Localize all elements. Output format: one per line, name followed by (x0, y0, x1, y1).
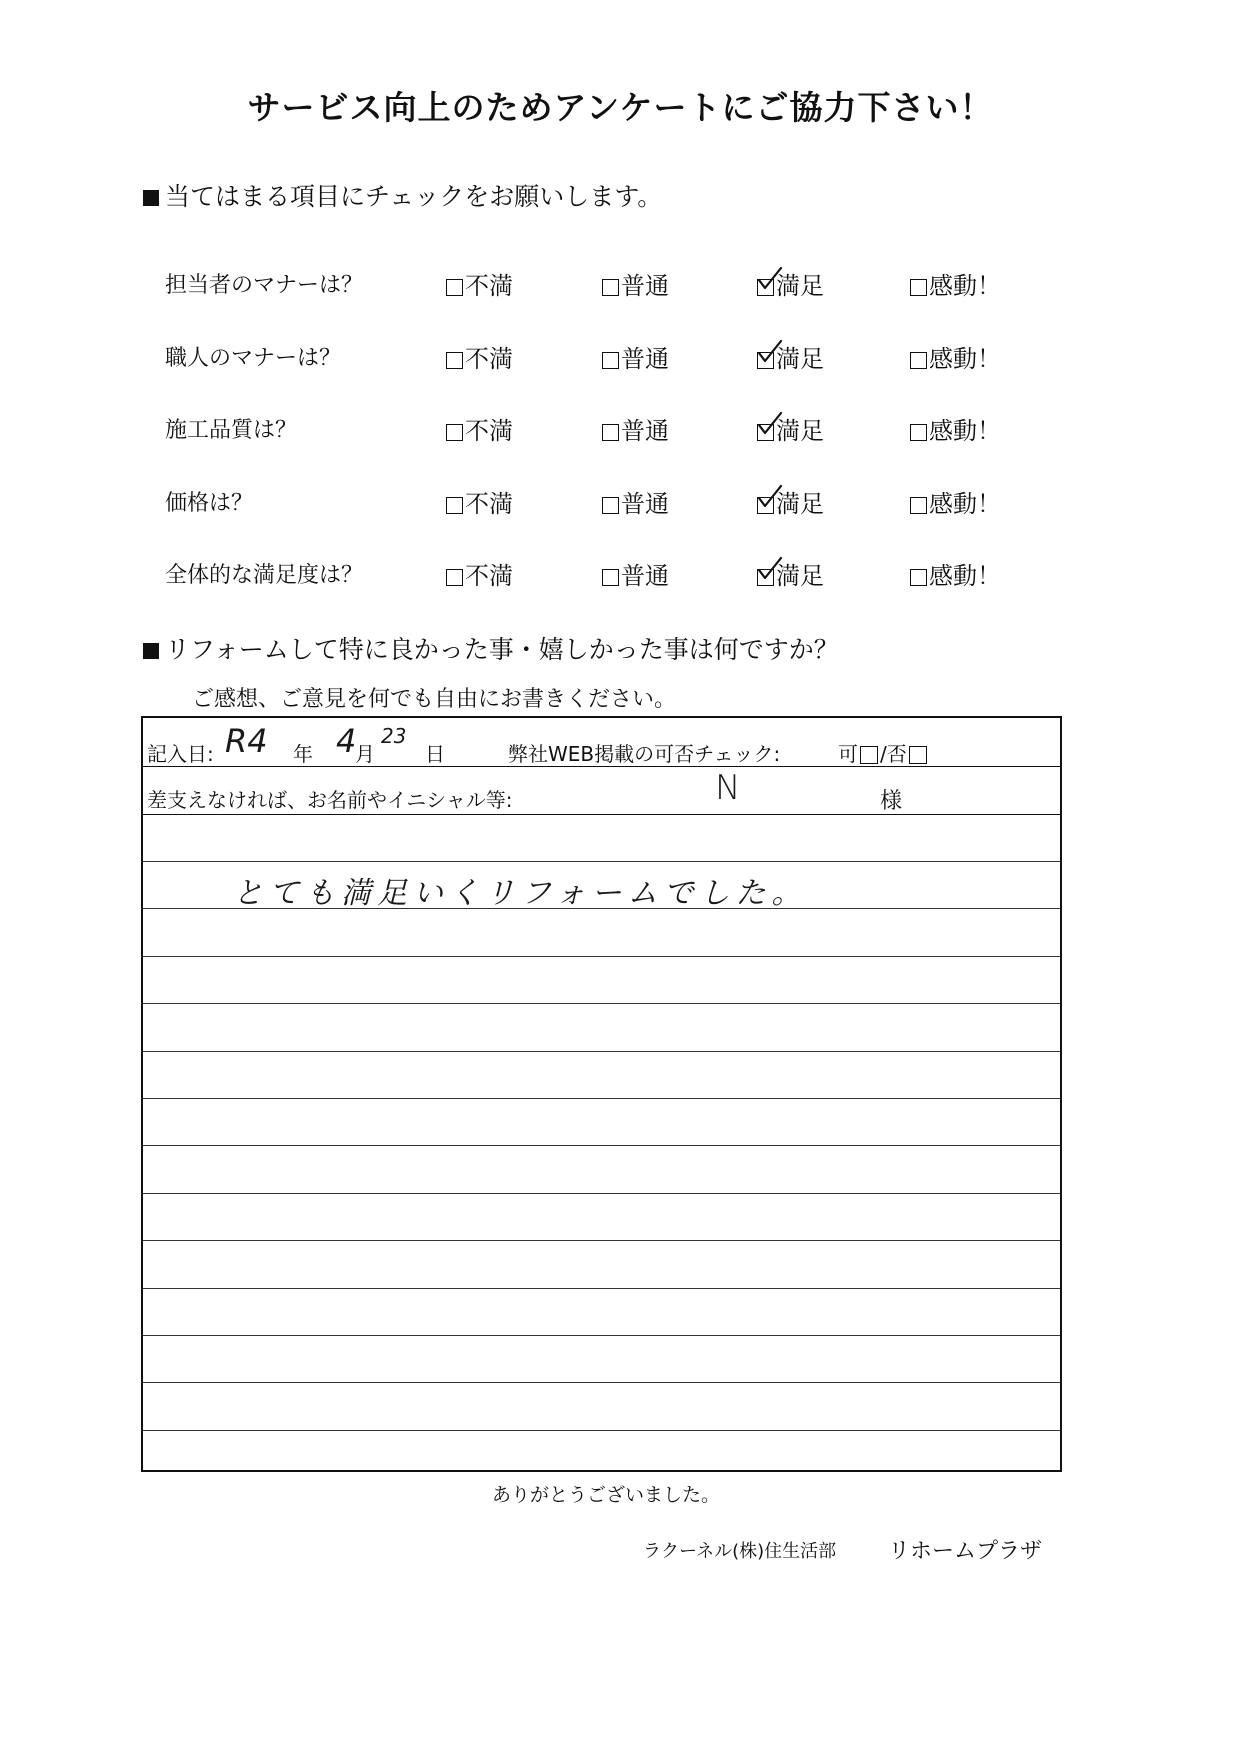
web-no-checkbox[interactable] (909, 746, 927, 764)
rating-option-label: 普通 (621, 490, 669, 518)
rating-option-label: 普通 (621, 417, 669, 445)
web-yes-label: 可 (838, 742, 858, 766)
web-consent-options (838, 738, 929, 767)
web-separator: / (880, 742, 887, 766)
section-heading-ratings (143, 177, 662, 213)
rating-option-label: 不満 (465, 562, 513, 590)
year-label: 年 (293, 742, 313, 766)
rating-checkbox[interactable] (446, 569, 463, 586)
brand-name: リホームプラザ (888, 1539, 1043, 1564)
section-heading-text: 当てはまる項目にチェックをお願いします。 (165, 182, 663, 211)
rating-option-label: 感動！ (929, 417, 1001, 445)
rating-option-label: 満足 (776, 562, 824, 590)
rating-option[interactable] (602, 484, 669, 519)
ruled-line (143, 1335, 1060, 1336)
web-no-label: 否 (886, 742, 907, 766)
rating-checkbox[interactable] (757, 569, 774, 586)
rating-option[interactable] (446, 484, 513, 519)
name-suffix: 様 (880, 789, 903, 814)
rating-option[interactable] (446, 411, 513, 446)
square-bullet-icon (143, 190, 159, 206)
rating-option[interactable] (757, 484, 824, 519)
rating-option[interactable] (446, 266, 513, 301)
question-label: 職人のマナーは？ (165, 346, 342, 371)
question-label: 施工品質は？ (165, 418, 298, 443)
ruled-line (143, 1288, 1060, 1289)
checkmark-icon (756, 484, 784, 510)
rating-option-label: 満足 (776, 490, 824, 518)
ruled-line (143, 1098, 1060, 1099)
rating-checkbox[interactable] (757, 497, 774, 514)
rating-checkbox[interactable] (757, 279, 774, 296)
ruled-line (143, 1430, 1060, 1431)
ruled-line (143, 956, 1060, 957)
rating-checkbox[interactable] (602, 352, 619, 369)
rating-option-label: 不満 (465, 345, 513, 373)
rating-option-label: 普通 (621, 345, 669, 373)
checkmark-icon (756, 266, 784, 292)
section-heading-text: リフォームして特に良かった事・嬉しかった事は何ですか？ (165, 635, 839, 664)
rating-checkbox[interactable] (910, 497, 927, 514)
rating-option-label: 満足 (776, 345, 824, 373)
rating-option-label: 満足 (776, 417, 824, 445)
rating-option[interactable] (602, 411, 669, 446)
rating-checkbox[interactable] (602, 497, 619, 514)
rating-checkbox[interactable] (910, 424, 927, 441)
month-label: 月 (355, 742, 375, 766)
divider (143, 766, 1060, 767)
rating-checkbox[interactable] (446, 352, 463, 369)
rating-option[interactable] (910, 339, 1001, 374)
page-title: サービス向上のためアンケートにご協力下さい！ (247, 88, 994, 127)
rating-option[interactable] (910, 556, 1001, 591)
rating-option[interactable] (602, 556, 669, 591)
date-year-value[interactable]: R4 (225, 722, 268, 760)
ruled-line (143, 1382, 1060, 1383)
question-label: 担当者のマナーは？ (165, 273, 364, 298)
rating-option-label: 感動！ (929, 272, 1001, 300)
thanks-text: ありがとうございました。 (492, 1484, 721, 1506)
ruled-line (143, 1240, 1060, 1241)
ruled-line (143, 1051, 1060, 1052)
checkmark-icon (756, 339, 784, 365)
date-month-value[interactable]: 4 (336, 722, 357, 760)
rating-option[interactable] (602, 339, 669, 374)
rating-checkbox[interactable] (602, 279, 619, 296)
rating-checkbox[interactable] (910, 569, 927, 586)
rating-option[interactable] (910, 411, 1001, 446)
rating-checkbox[interactable] (910, 352, 927, 369)
ruled-line (143, 1003, 1060, 1004)
question-label: 全体的な満足度は？ (165, 563, 364, 588)
comment-text[interactable]: とても満足いくリフォームでした。 (233, 876, 808, 911)
name-label: 差支えなければ、お名前やイニシャル等: (147, 788, 513, 812)
rating-option[interactable] (757, 411, 824, 446)
rating-option-label: 不満 (465, 490, 513, 518)
rating-checkbox[interactable] (602, 569, 619, 586)
name-value[interactable]: N (715, 768, 741, 808)
divider (143, 814, 1060, 815)
company-name: ラクーネル(株)住生活部 (643, 1541, 837, 1562)
comment-form (141, 716, 1062, 1472)
rating-option-label: 感動！ (929, 562, 1001, 590)
web-consent-label: 弊社WEB掲載の可否チェック: (508, 742, 781, 766)
rating-option-label: 満足 (776, 272, 824, 300)
rating-option-label: 不満 (465, 272, 513, 300)
rating-checkbox[interactable] (910, 279, 927, 296)
ruled-line (143, 1145, 1060, 1146)
rating-option-label: 普通 (621, 272, 669, 300)
rating-option[interactable] (757, 266, 824, 301)
rating-option-label: 普通 (621, 562, 669, 590)
rating-checkbox[interactable] (757, 352, 774, 369)
web-yes-checkbox[interactable] (860, 746, 878, 764)
rating-option[interactable] (910, 484, 1001, 519)
rating-checkbox[interactable] (446, 424, 463, 441)
rating-option[interactable] (602, 266, 669, 301)
checkmark-icon (756, 556, 784, 582)
section-subheading: ご感想、ご意見を何でも自由にお書きください。 (192, 687, 677, 712)
square-bullet-icon (143, 643, 159, 659)
rating-checkbox[interactable] (446, 497, 463, 514)
rating-checkbox[interactable] (602, 424, 619, 441)
rating-option-label: 感動！ (929, 345, 1001, 373)
rating-checkbox[interactable] (757, 424, 774, 441)
checkmark-icon (756, 411, 784, 437)
day-label: 日 (425, 742, 445, 766)
date-day-value[interactable]: 23 (381, 724, 407, 748)
ruled-line (143, 1193, 1060, 1194)
question-label: 価格は？ (165, 491, 254, 516)
rating-option[interactable] (757, 556, 824, 591)
date-label: 記入日: (147, 742, 214, 766)
section-heading-comments (143, 630, 839, 666)
rating-option-label: 感動！ (929, 490, 1001, 518)
ruled-line (143, 861, 1060, 862)
rating-option[interactable] (757, 339, 824, 374)
rating-option[interactable] (446, 339, 513, 374)
rating-checkbox[interactable] (446, 279, 463, 296)
rating-option[interactable] (446, 556, 513, 591)
rating-option-label: 不満 (465, 417, 513, 445)
rating-option[interactable] (910, 266, 1001, 301)
